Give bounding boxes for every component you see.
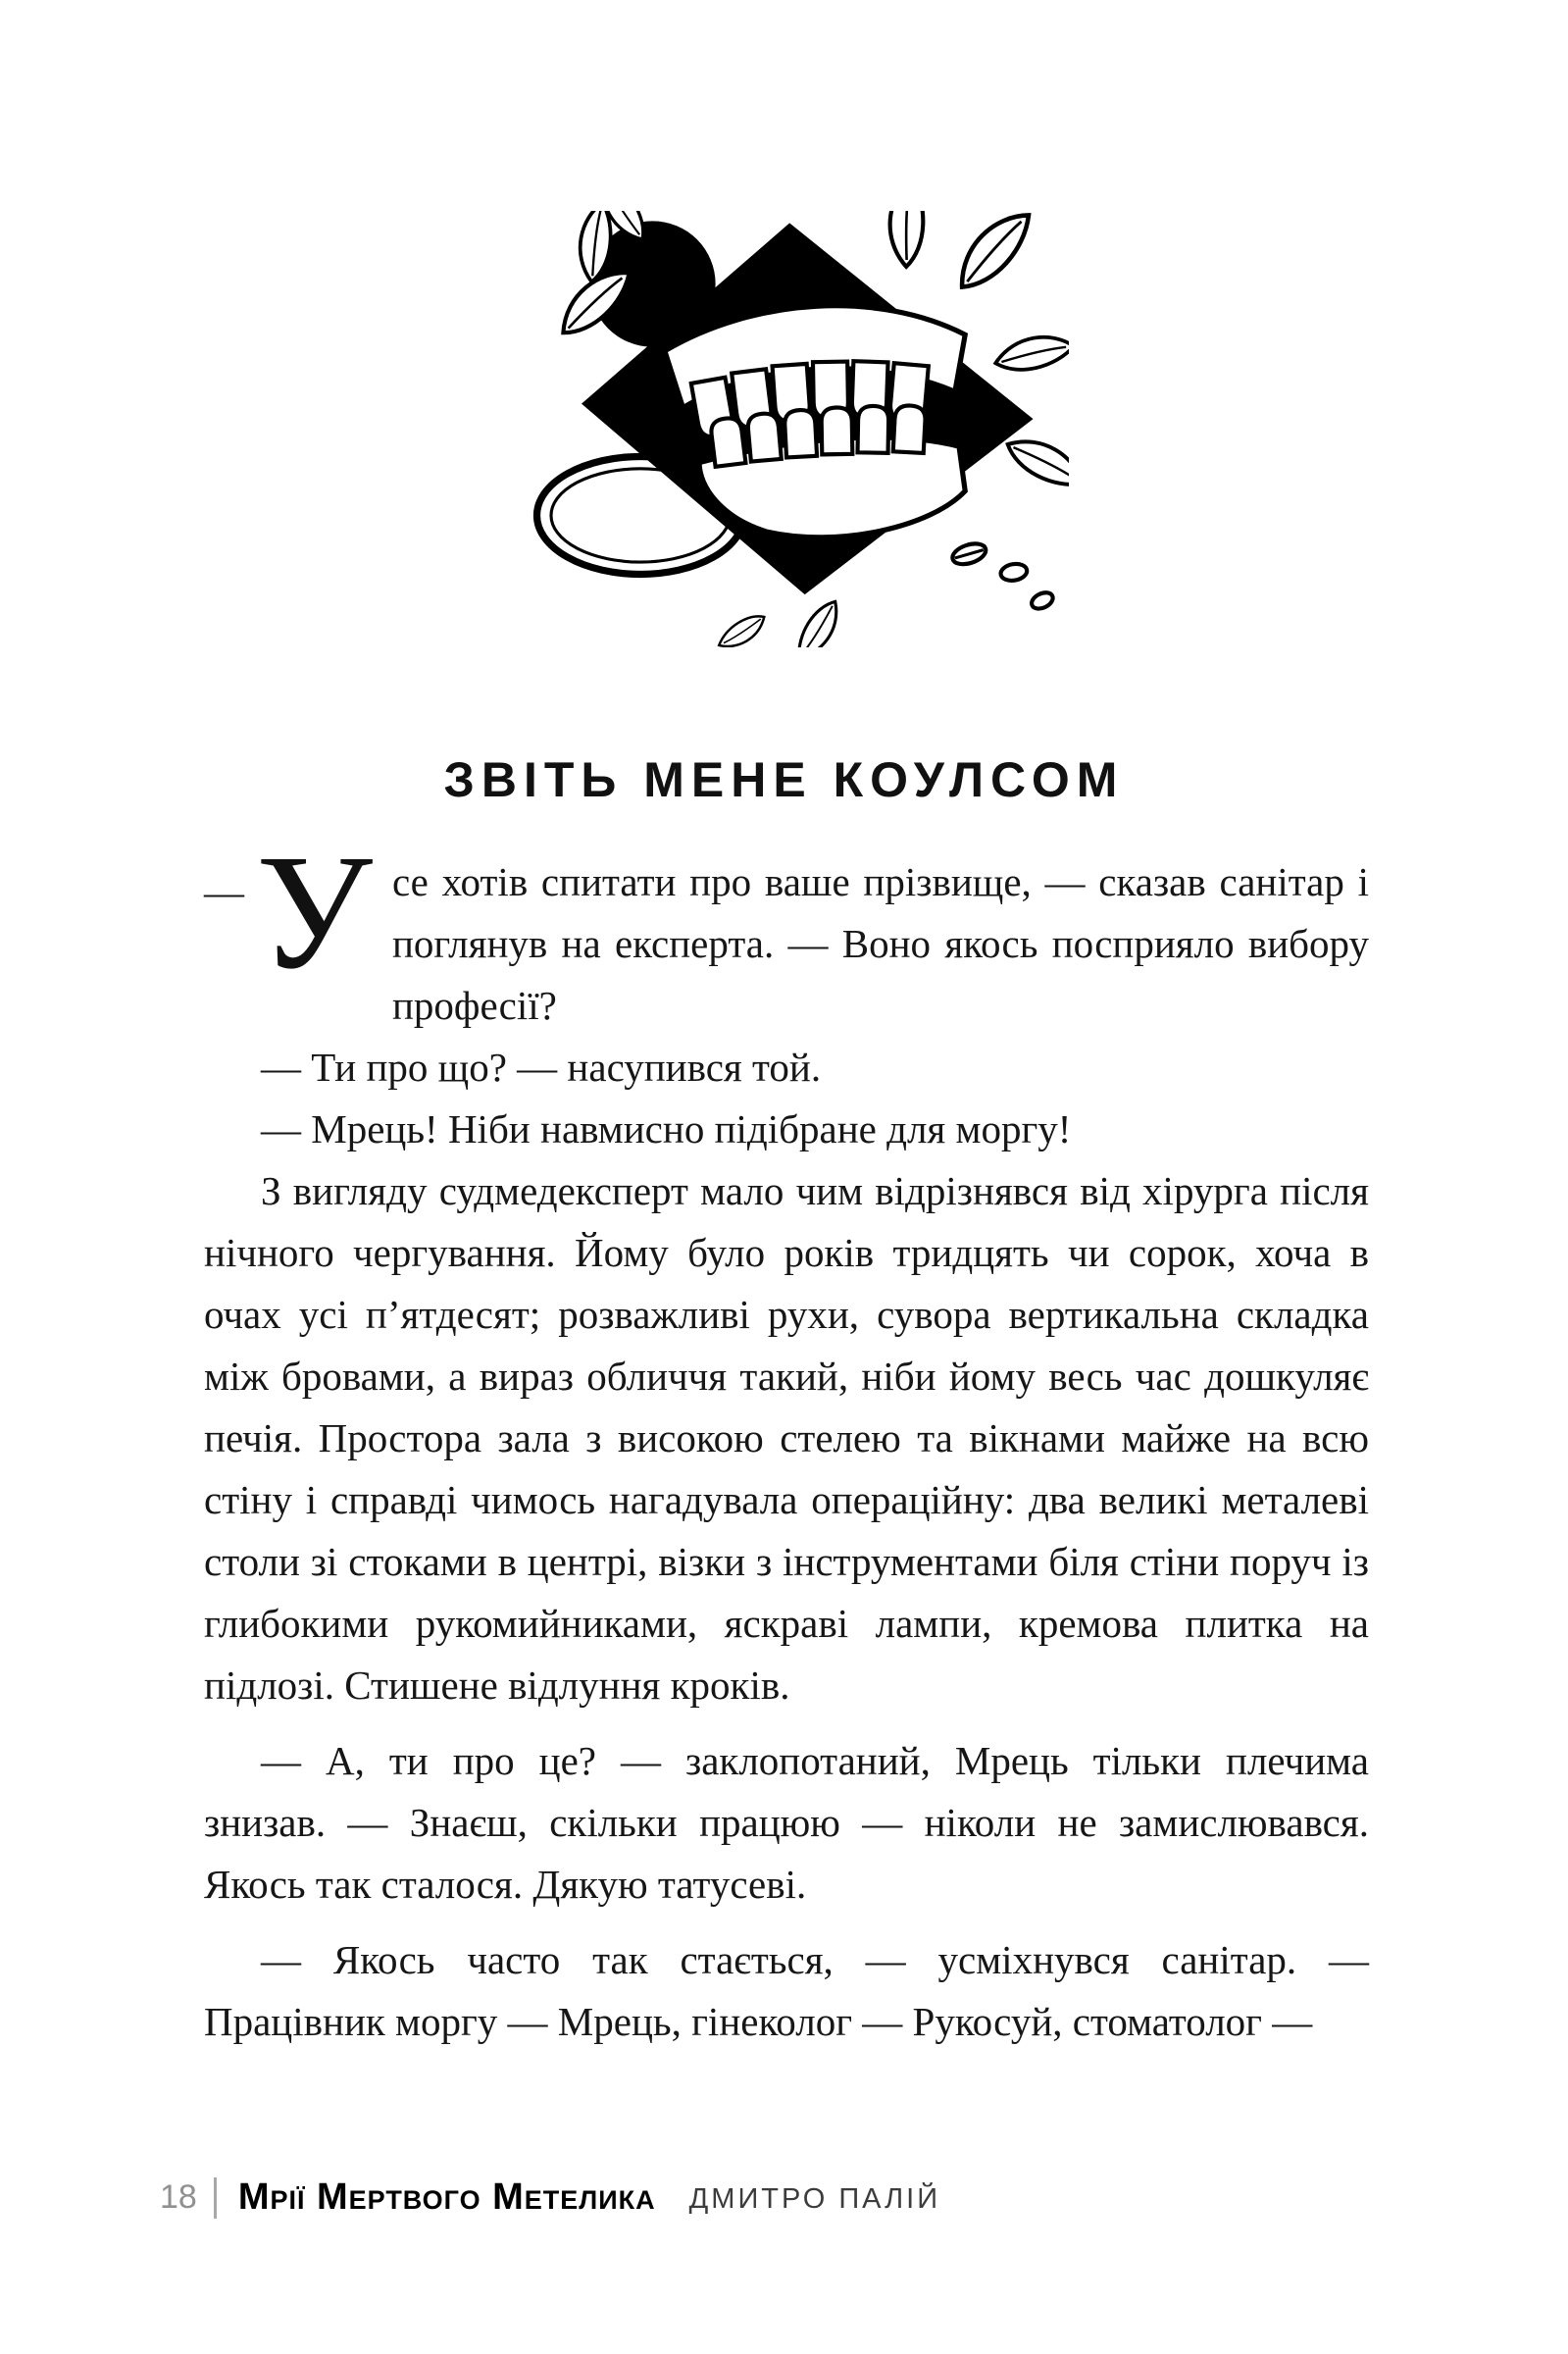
body-text	[204, 821, 1369, 2053]
footer-divider	[214, 2177, 217, 2219]
paragraph-5: — А, ти про це? — заклопотаний, Мрець тільки плечима знизав. — Знаєш, скільки працюю — ніколи не замислювався. Якось так сталося. Дякую татусеві.	[204, 1738, 1369, 1907]
paragraph-6: — Якось часто так стається, — усміхнувся санітар. — Працівник моргу — Мрець, гінеколог — Рукосуй, стоматолог —	[204, 1937, 1369, 2044]
paragraph-3: — Мрець! Ніби навмисно підібране для моргу!	[261, 1106, 1072, 1151]
paragraph-1	[204, 821, 1369, 1037]
book-author: ДМИТРО ПАЛІЙ	[688, 2183, 941, 2215]
page-number: 18	[160, 2178, 197, 2216]
book-title: Мрії Мертвого Метелика	[237, 2176, 656, 2218]
drop-cap	[204, 821, 373, 1003]
drop-cap-letter: У	[256, 821, 373, 1003]
page-footer	[160, 2176, 940, 2219]
paragraph-2: — Ти про що? — насупився той.	[261, 1045, 822, 1090]
chapter-title: ЗВІТЬ МЕНЕ КОУЛСОМ	[443, 751, 1125, 807]
drop-cap-dash: —	[204, 869, 244, 914]
chapter-illustration	[500, 211, 1069, 647]
paragraph-4: З вигляду судмедексперт мало чим відрізнявся від хірурга після нічного чергування. Йому було років тридцять чи сорок, хоча в очах усі п’ятдесят; розважливі рухи, сувора вертикальна складка між бровами, а вираз обличчя такий, ніби йому весь час дошкуляє печія. Простора зала з високою стелею та вікнами майже на всю стіну і справді чимось нагадувала операційну: два великі металеві столи зі стоками в центрі, візки з інструментами біля стіни поруч із глибокими рукомийниками, яскраві лампи, кремова плитка на підлозі. Стишене відлуння кроків.	[204, 1168, 1369, 1708]
denture-illustration-icon	[500, 211, 1069, 647]
paragraph-1-text: се хотів спитати про ваше прізвище, — сказав санітар і поглянув на експерта. — Воно якось посприяло вибору професії?	[391, 859, 1369, 1028]
